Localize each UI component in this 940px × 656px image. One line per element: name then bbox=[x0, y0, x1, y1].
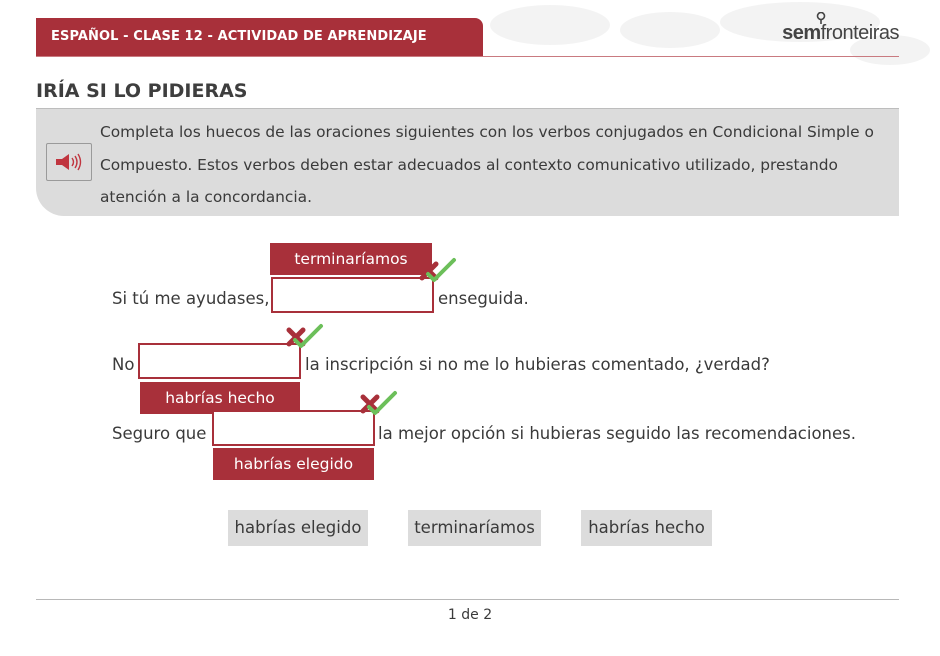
sentence-2-before: No bbox=[112, 355, 135, 374]
footer-divider bbox=[36, 599, 899, 600]
sentence-1-gap[interactable] bbox=[271, 277, 434, 313]
sentence-3-after: la mejor opción si hubieras seguido las recomendaciones. bbox=[378, 424, 857, 443]
sentence-1-answer: terminaríamos bbox=[270, 243, 432, 275]
sentence-1-after: enseguida. bbox=[438, 289, 529, 308]
map-pin-icon bbox=[816, 12, 826, 24]
sentence-3-gap[interactable] bbox=[212, 410, 375, 446]
course-header-bar bbox=[36, 18, 483, 56]
instructions-text: Completa los huecos de las oraciones siguientes con los verbos conjugados en Condicional Simple o Compuesto. Estos verbos deben estar adecuados al contexto comunicativo utilizado, prestando atención a la concordancia. bbox=[100, 123, 874, 206]
sentence-3-before: Seguro que bbox=[112, 424, 207, 443]
sentence-3-answer: habrías elegido bbox=[213, 448, 374, 480]
page-indicator: 1 de 2 bbox=[447, 607, 493, 623]
speaker-icon bbox=[54, 152, 84, 172]
course-title: ESPAÑOL - CLASE 12 - ACTIVIDAD DE APRENDIZAJE bbox=[51, 29, 427, 44]
feedback-mark-icon bbox=[418, 256, 458, 292]
activity-title: IRÍA SI LO PIDIERAS bbox=[36, 80, 248, 102]
sentence-2-after: la inscripción si no me lo hubieras comentado, ¿verdad? bbox=[305, 355, 770, 374]
option-chip-habrias-hecho[interactable]: habrías hecho bbox=[581, 510, 712, 546]
option-chip-habrias-elegido[interactable]: habrías elegido bbox=[228, 510, 368, 546]
sentence-2-gap[interactable] bbox=[138, 343, 301, 379]
header-divider bbox=[36, 56, 899, 57]
audio-play-button[interactable] bbox=[46, 143, 92, 181]
sentence-2-answer: habrías hecho bbox=[140, 382, 300, 414]
option-chip-terminariamos[interactable]: terminaríamos bbox=[408, 510, 541, 546]
feedback-mark-icon bbox=[359, 389, 399, 425]
sentence-1-before: Si tú me ayudases, bbox=[112, 289, 270, 308]
feedback-mark-icon bbox=[285, 322, 325, 358]
semfronteiras-logo: semfronteiras bbox=[782, 22, 899, 45]
